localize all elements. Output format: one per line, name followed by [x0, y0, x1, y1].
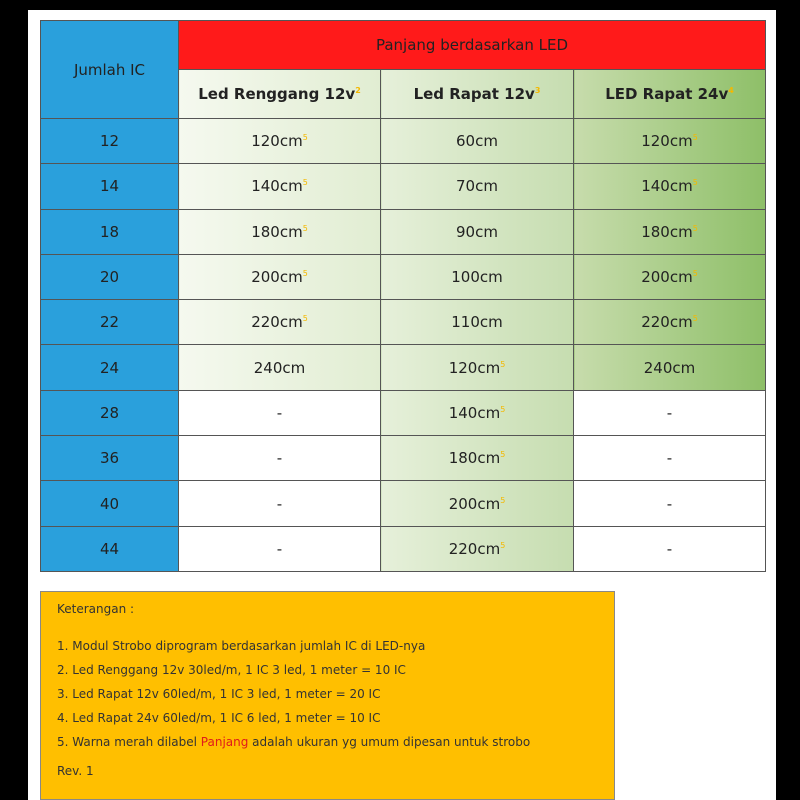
length-cell: -	[179, 390, 381, 435]
notes-title: Keterangan :	[57, 602, 135, 616]
length-cell: $120cm^5$	[179, 119, 381, 164]
length-cell: $220cm^5$	[381, 526, 574, 571]
note-highlight-panjang: Panjang	[200, 735, 249, 749]
length-cell: -	[574, 481, 766, 526]
table-row	[41, 300, 766, 345]
notes-box	[40, 591, 615, 800]
length-cell: $120cm^5$	[381, 345, 574, 390]
length-cell: 60cm	[381, 119, 574, 164]
length-cell: $120cm^5$	[574, 119, 766, 164]
table-row	[41, 481, 766, 526]
length-cell: $140cm^5$	[179, 164, 381, 209]
length-cell: 100cm	[381, 254, 574, 299]
ic-count-cell: 12	[41, 119, 179, 164]
table-row	[41, 254, 766, 299]
led-length-table	[40, 20, 766, 572]
table-row	[41, 209, 766, 254]
note-line-2: 2. Led Renggang 12v 30led/m, 1 IC 3 led, 1 meter = 10 IC	[57, 663, 406, 677]
ic-count-cell: 40	[41, 481, 179, 526]
table-title: Panjang berdasarkan LED	[179, 21, 766, 70]
length-cell: -	[179, 526, 381, 571]
ic-count-cell: 36	[41, 436, 179, 481]
column-header-led-rapat-12v: Led Rapat $12v^3$	[381, 70, 574, 119]
length-cell: $180cm^5$	[574, 209, 766, 254]
length-cell: $180cm^5$	[381, 436, 574, 481]
length-cell: 90cm	[381, 209, 574, 254]
length-cell: -	[179, 436, 381, 481]
column-header-led-rapat-24v: LED Rapat $24v^4$	[574, 70, 766, 119]
note-line-1: 1. Modul Strobo diprogram berdasarkan jumlah IC di LED-nya	[57, 639, 426, 653]
ic-count-cell: 18	[41, 209, 179, 254]
length-cell: $180cm^5$	[179, 209, 381, 254]
table-row	[41, 164, 766, 209]
ic-count-cell: 14	[41, 164, 179, 209]
ic-count-cell: 28	[41, 390, 179, 435]
length-cell: $200cm^5$	[381, 481, 574, 526]
length-cell: -	[574, 526, 766, 571]
table-row	[41, 390, 766, 435]
length-cell: $200cm^5$	[574, 254, 766, 299]
length-cell: 70cm	[381, 164, 574, 209]
note-line-5: 5. Warna merah dilabel Panjang adalah ukuran yg umum dipesan untuk strobo	[57, 735, 531, 749]
ic-count-cell: 44	[41, 526, 179, 571]
length-cell: 240cm	[574, 345, 766, 390]
table-row	[41, 345, 766, 390]
length-cell: 110cm	[381, 300, 574, 345]
length-cell: 240cm	[179, 345, 381, 390]
note-line-3: 3. Led Rapat 12v 60led/m, 1 IC 3 led, 1 meter = 20 IC	[57, 687, 381, 701]
jumlah-ic-header: Jumlah IC	[41, 21, 179, 119]
column-header-led-renggang-12v: Led Renggang $12v^2$	[179, 70, 381, 119]
length-cell: -	[574, 390, 766, 435]
table-row	[41, 119, 766, 164]
length-cell: $140cm^5$	[574, 164, 766, 209]
length-cell: $140cm^5$	[381, 390, 574, 435]
table-row	[41, 436, 766, 481]
note-line-4: 4. Led Rapat 24v 60led/m, 1 IC 6 led, 1 meter = 10 IC	[57, 711, 381, 725]
length-cell: $220cm^5$	[179, 300, 381, 345]
length-cell: $220cm^5$	[574, 300, 766, 345]
ic-count-cell: 22	[41, 300, 179, 345]
length-cell: -	[179, 481, 381, 526]
revision-label: Rev. 1	[57, 764, 94, 778]
length-cell: -	[574, 436, 766, 481]
length-cell: $200cm^5$	[179, 254, 381, 299]
ic-count-cell: 24	[41, 345, 179, 390]
table-row	[41, 526, 766, 571]
ic-count-cell: 20	[41, 254, 179, 299]
